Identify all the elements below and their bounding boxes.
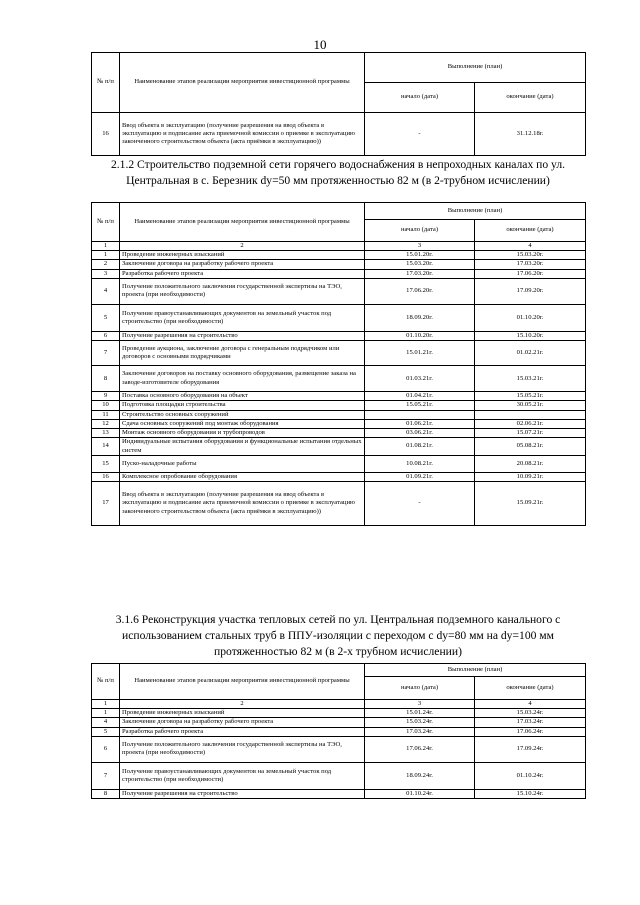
- row-number: 6: [92, 736, 120, 762]
- row-stage: Комплексное опробование оборудования: [120, 472, 365, 481]
- row-number: 5: [92, 727, 120, 736]
- row-end-date: 15.05.21г.: [475, 392, 586, 401]
- row-start-date: 15.01.24г.: [365, 709, 475, 718]
- row-stage: Получение правоустанавливающих документов на земельный участок под строительство (при необходимости): [120, 304, 365, 331]
- row-end-date: 31.12.18г.: [475, 113, 586, 156]
- row-number: 13: [92, 429, 120, 438]
- column-number: 1: [92, 700, 120, 709]
- column-numbers-row: [92, 242, 586, 251]
- table-row: [92, 762, 586, 789]
- row-number: 9: [92, 392, 120, 401]
- row-start-date: 01.10.20г.: [365, 331, 475, 340]
- row-number: 4: [92, 718, 120, 727]
- row-start-date: 15.03.24г.: [365, 718, 475, 727]
- row-end-date: 30.05.21г.: [475, 401, 586, 410]
- row-start-date: 01.09.21г.: [365, 472, 475, 481]
- column-number: 3: [365, 242, 475, 251]
- row-stage: Индивидуальные испытания оборудования и функциональные испытания отдельных систем: [120, 438, 365, 455]
- row-number: 12: [92, 419, 120, 428]
- row-stage: Ввод объекта в эксплуатацию (получение разрешения на ввод объекта в эксплуатацию и подписание акта приемочной комиссии о приемке в эксплуатацию законченного строительством объекта (акта приёмки в эксплуатацию)): [120, 482, 365, 526]
- row-number: 16: [92, 472, 120, 481]
- row-start-date: 01.10.24г.: [365, 789, 475, 798]
- row-stage: Заключение договоров на поставку основного оборудования, размещение заказа на заводе-изготовителе оборудования: [120, 366, 365, 392]
- table-row: [92, 392, 586, 401]
- column-number: 2: [120, 242, 365, 251]
- row-start-date: 17.06.20г.: [365, 278, 475, 304]
- header-num: № п/п: [92, 203, 120, 242]
- header-end: окончание (дата): [475, 83, 586, 113]
- row-start-date: 01.06.21г.: [365, 419, 475, 428]
- row-start-date: 03.06.21г.: [365, 429, 475, 438]
- row-end-date: 17.09.24г.: [475, 736, 586, 762]
- row-stage: Получение разрешения на строительство: [120, 789, 365, 798]
- table-body: [92, 113, 586, 156]
- row-number: 1: [92, 251, 120, 260]
- table-section-2-1-2: [91, 202, 586, 526]
- row-stage: Проведение инженерных изысканий: [120, 709, 365, 718]
- table-row: [92, 410, 586, 419]
- row-start-date: 15.01.20г.: [365, 251, 475, 260]
- row-stage: Строительство основных сооружений: [120, 410, 365, 419]
- header-end: окончание (дата): [475, 220, 586, 242]
- row-end-date: 17.03.20г.: [475, 260, 586, 269]
- table-row: [92, 438, 586, 455]
- table-body: [92, 709, 586, 799]
- row-end-date: 15.10.20г.: [475, 331, 586, 340]
- table-row: [92, 269, 586, 278]
- row-number: 4: [92, 278, 120, 304]
- row-end-date: 17.03.24г.: [475, 718, 586, 727]
- header-stage: Наименование этапов реализации мероприятия инвестиционной программы: [120, 203, 365, 242]
- row-number: 17: [92, 482, 120, 526]
- row-stage: Разработка рабочего проекта: [120, 727, 365, 736]
- header-exec: Выполнение (план): [365, 53, 586, 83]
- row-start-date: 18.09.20г.: [365, 304, 475, 331]
- row-end-date: 15.03.24г.: [475, 709, 586, 718]
- header-exec: Выполнение (план): [365, 203, 586, 220]
- row-start-date: 01.03.21г.: [365, 366, 475, 392]
- table-row: [92, 251, 586, 260]
- table-row: [92, 304, 586, 331]
- row-end-date: 01.10.20г.: [475, 304, 586, 331]
- column-numbers-row: [92, 700, 586, 709]
- row-stage: Ввод объекта в эксплуатацию (получение разрешения на ввод объекта в эксплуатацию и подписание акта приемочной комиссии о приемке в эксплуатацию законченного строительством объекта (акта приёмки в эксплуатацию)): [120, 113, 365, 156]
- row-end-date: 10.09.21г.: [475, 472, 586, 481]
- table-row: [92, 789, 586, 798]
- header-end: окончание (дата): [475, 677, 586, 700]
- table-row: [92, 455, 586, 472]
- row-number: 10: [92, 401, 120, 410]
- row-end-date: 15.09.21г.: [475, 482, 586, 526]
- row-start-date: [365, 410, 475, 419]
- row-number: 2: [92, 260, 120, 269]
- row-end-date: [475, 410, 586, 419]
- row-stage: Проведение аукциона, заключение договора с генеральным подрядчиком или договоров с основными подрядчиками: [120, 341, 365, 366]
- column-number: 1: [92, 242, 120, 251]
- row-start-date: 15.03.20г.: [365, 260, 475, 269]
- row-start-date: -: [365, 113, 475, 156]
- header-num: № п/п: [92, 664, 120, 700]
- row-number: 5: [92, 304, 120, 331]
- row-start-date: 17.03.24г.: [365, 727, 475, 736]
- table-row: [92, 718, 586, 727]
- row-stage: Получение положительного заключения государственной экспертизы на ТЭО, проекта (при необходимости): [120, 736, 365, 762]
- column-number: 4: [475, 700, 586, 709]
- row-number: 15: [92, 455, 120, 472]
- header-stage: Наименование этапов реализации мероприятия инвестиционной программы: [120, 664, 365, 700]
- table-row: [92, 331, 586, 340]
- row-stage: Проведение инженерных изысканий: [120, 251, 365, 260]
- row-end-date: 17.06.24г.: [475, 727, 586, 736]
- header-exec: Выполнение (план): [365, 664, 586, 677]
- header-stage: Наименование этапов реализации мероприятия инвестиционной программы: [120, 53, 365, 113]
- row-stage: Получение разрешения на строительство: [120, 331, 365, 340]
- table-row: [92, 366, 586, 392]
- table-row: [92, 482, 586, 526]
- table-row: [92, 736, 586, 762]
- row-start-date: 01.04.21г.: [365, 392, 475, 401]
- row-end-date: 01.02.21г.: [475, 341, 586, 366]
- row-stage: Монтаж основного оборудования и трубопроводов: [120, 429, 365, 438]
- row-number: 16: [92, 113, 120, 156]
- row-number: 8: [92, 789, 120, 798]
- table-row: [92, 429, 586, 438]
- header-start: начало (дата): [365, 677, 475, 700]
- row-start-date: 15.05.21г.: [365, 401, 475, 410]
- row-stage: Заключение договора на разработку рабочего проекта: [120, 718, 365, 727]
- row-stage: Сдача основных сооружений под монтаж оборудования: [120, 419, 365, 428]
- table-row: [92, 278, 586, 304]
- row-number: 3: [92, 269, 120, 278]
- row-start-date: 10.08.21г.: [365, 455, 475, 472]
- row-end-date: 17.06.20г.: [475, 269, 586, 278]
- column-number: 3: [365, 700, 475, 709]
- row-number: 11: [92, 410, 120, 419]
- table-row: [92, 260, 586, 269]
- row-end-date: 15.03.21г.: [475, 366, 586, 392]
- table-row: [92, 727, 586, 736]
- table-row: [92, 472, 586, 481]
- row-number: 1: [92, 709, 120, 718]
- table-row: [92, 419, 586, 428]
- row-end-date: 02.06.21г.: [475, 419, 586, 428]
- table-continuation: [91, 52, 586, 156]
- row-stage: Получение положительного заключения государственной экспертизы на ТЭО, проекта (при необходимости): [120, 278, 365, 304]
- row-stage: Поставка основного оборудования на объект: [120, 392, 365, 401]
- page-number: 10: [313, 37, 327, 52]
- row-end-date: 20.08.21г.: [475, 455, 586, 472]
- row-start-date: 17.06.24г.: [365, 736, 475, 762]
- row-start-date: 15.01.21г.: [365, 341, 475, 366]
- column-number: 4: [475, 242, 586, 251]
- row-end-date: 17.09.20г.: [475, 278, 586, 304]
- section-title-2-1-2: 2.1.2 Строительство подземной сети горячего водоснабжения в непроходных каналах по ул. Центральная в с. Березник dy=50 мм протяженностью 82 м (в 2-трубном исчислении): [110, 158, 566, 187]
- header-num: № п/п: [92, 53, 120, 113]
- header-start: начало (дата): [365, 220, 475, 242]
- section-title-3-1-6: 3.1.6 Реконструкция участка тепловых сетей по ул. Центральная подземного канального с использованием стальных труб в ППУ-изоляции с переходом с dy=80 мм на dy=100 мм протяженностью 82 м (в 2-х трубном исчислении): [115, 613, 561, 658]
- row-end-date: 15.07.21г.: [475, 429, 586, 438]
- row-end-date: 05.08.21г.: [475, 438, 586, 455]
- row-start-date: 01.08.21г.: [365, 438, 475, 455]
- table-row: [92, 709, 586, 718]
- row-number: 6: [92, 331, 120, 340]
- row-start-date: 18.09.24г.: [365, 762, 475, 789]
- row-start-date: 17.03.20г.: [365, 269, 475, 278]
- row-stage: Пуско-наладочные работы: [120, 455, 365, 472]
- column-number: 2: [120, 700, 365, 709]
- table-body: [92, 251, 586, 526]
- row-stage: Разработка рабочего проекта: [120, 269, 365, 278]
- row-end-date: 15.10.24г.: [475, 789, 586, 798]
- row-number: 7: [92, 341, 120, 366]
- table-row: [92, 401, 586, 410]
- row-start-date: -: [365, 482, 475, 526]
- header-start: начало (дата): [365, 83, 475, 113]
- table-row: [92, 113, 586, 156]
- row-number: 8: [92, 366, 120, 392]
- row-stage: Получение правоустанавливающих документов на земельный участок под строительство (при необходимости): [120, 762, 365, 789]
- row-stage: Заключение договора на разработку рабочего проекта: [120, 260, 365, 269]
- table-row: [92, 341, 586, 366]
- table-section-3-1-6: [91, 663, 586, 799]
- row-number: 7: [92, 762, 120, 789]
- row-number: 14: [92, 438, 120, 455]
- row-end-date: 15.03.20г.: [475, 251, 586, 260]
- row-stage: Подготовка площадки строительства: [120, 401, 365, 410]
- row-end-date: 01.10.24г.: [475, 762, 586, 789]
